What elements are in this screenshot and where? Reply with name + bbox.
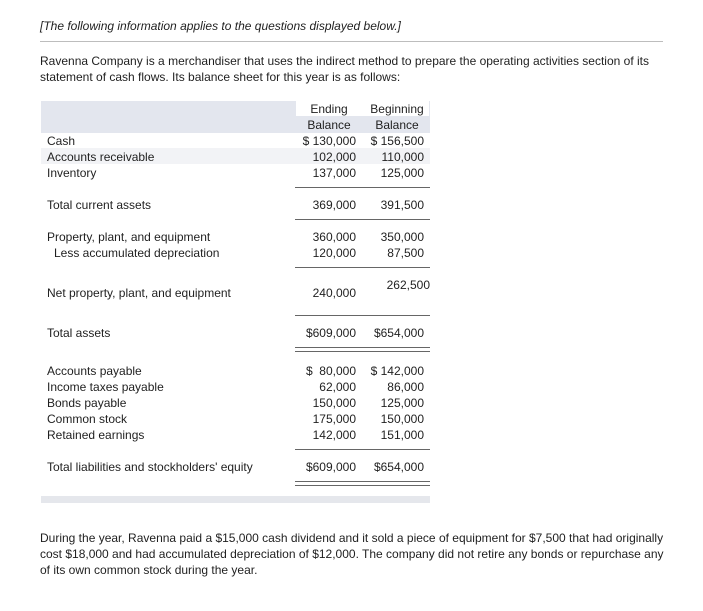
ending-value: 120,000 xyxy=(312,246,356,260)
row-label: Bonds payable xyxy=(47,396,127,410)
ending-value: $ 130,000 xyxy=(302,134,356,148)
double-underline-bottom xyxy=(295,351,430,352)
row-label: Total current assets xyxy=(47,198,152,212)
double-underline-bottom xyxy=(295,485,430,486)
ending-value: $609,000 xyxy=(305,326,356,340)
underline xyxy=(295,219,430,220)
ending-value: 175,000 xyxy=(312,412,356,426)
closing-paragraph: During the year, Ravenna paid a $15,000 cash dividend and it sold a piece of equipment for $7,500 that had originally cost $18,000 and had accumulated depreciation of $12,000. The company did not retire any bonds or repurchase any of its own common stock during the year. xyxy=(40,531,664,577)
row-label: Retained earnings xyxy=(47,428,145,442)
header-beginning-line2: Balance xyxy=(375,118,419,132)
underline xyxy=(295,267,430,268)
row-label: Common stock xyxy=(47,412,128,426)
ending-value: 240,000 xyxy=(312,286,356,300)
double-underline-top xyxy=(295,481,430,482)
header-beginning-line1: Beginning xyxy=(370,102,424,116)
row-label: Less accumulated depreciation xyxy=(54,246,220,260)
beginning-value: 262,500 xyxy=(386,278,430,292)
double-underline-top xyxy=(295,347,430,348)
intro-paragraph: Ravenna Company is a merchandiser that uses the indirect method to prepare the operating activities section of its statement of cash flows. Its balance sheet for this year is as follows: xyxy=(40,54,649,84)
ending-value: 102,000 xyxy=(312,150,356,164)
row-label: Income taxes payable xyxy=(47,380,164,394)
header-ending xyxy=(300,101,358,133)
row-label: Property, plant, and equipment xyxy=(47,230,211,244)
intro-italic: [The following information applies to the questions displayed below.] xyxy=(40,19,401,33)
underline xyxy=(295,449,430,450)
row-label: Total liabilities and stockholders' equity xyxy=(47,460,253,474)
row-label: Cash xyxy=(47,134,76,148)
row-label: Inventory xyxy=(47,166,97,180)
row-label: Net property, plant, and equipment xyxy=(47,286,231,300)
beginning-value: $ 142,000 xyxy=(370,364,424,378)
row-label: Total assets xyxy=(47,326,111,340)
beginning-value: 150,000 xyxy=(380,412,424,426)
row-label: Accounts receivable xyxy=(47,150,155,164)
beginning-value: 86,000 xyxy=(387,380,424,394)
ending-value: 142,000 xyxy=(312,428,356,442)
beginning-value: 87,500 xyxy=(387,246,424,260)
beginning-value: 125,000 xyxy=(380,166,424,180)
underline xyxy=(295,315,430,316)
table-bottom-bar xyxy=(41,496,430,503)
row-label: Accounts payable xyxy=(47,364,142,378)
beginning-value: 110,000 xyxy=(381,150,424,164)
ending-value: 62,000 xyxy=(319,380,356,394)
header-ending-line1: Ending xyxy=(310,102,348,116)
beginning-value: $654,000 xyxy=(373,326,424,340)
beginning-value: 391,500 xyxy=(380,198,424,212)
beginning-value: 125,000 xyxy=(380,396,424,410)
beginning-value: $654,000 xyxy=(373,460,424,474)
header-ending-line2: Balance xyxy=(307,118,351,132)
divider xyxy=(40,41,663,42)
ending-value: 369,000 xyxy=(312,198,356,212)
ending-value: 137,000 xyxy=(312,166,356,180)
ending-value: 150,000 xyxy=(312,396,356,410)
ending-value: $609,000 xyxy=(305,460,356,474)
beginning-value: 151,000 xyxy=(380,428,424,442)
header-beginning xyxy=(364,101,430,133)
beginning-value: $ 156,500 xyxy=(370,134,424,148)
beginning-value: 350,000 xyxy=(380,230,424,244)
ending-value: $ 80,000 xyxy=(305,364,356,378)
ending-value: 360,000 xyxy=(312,230,356,244)
underline xyxy=(295,187,430,188)
